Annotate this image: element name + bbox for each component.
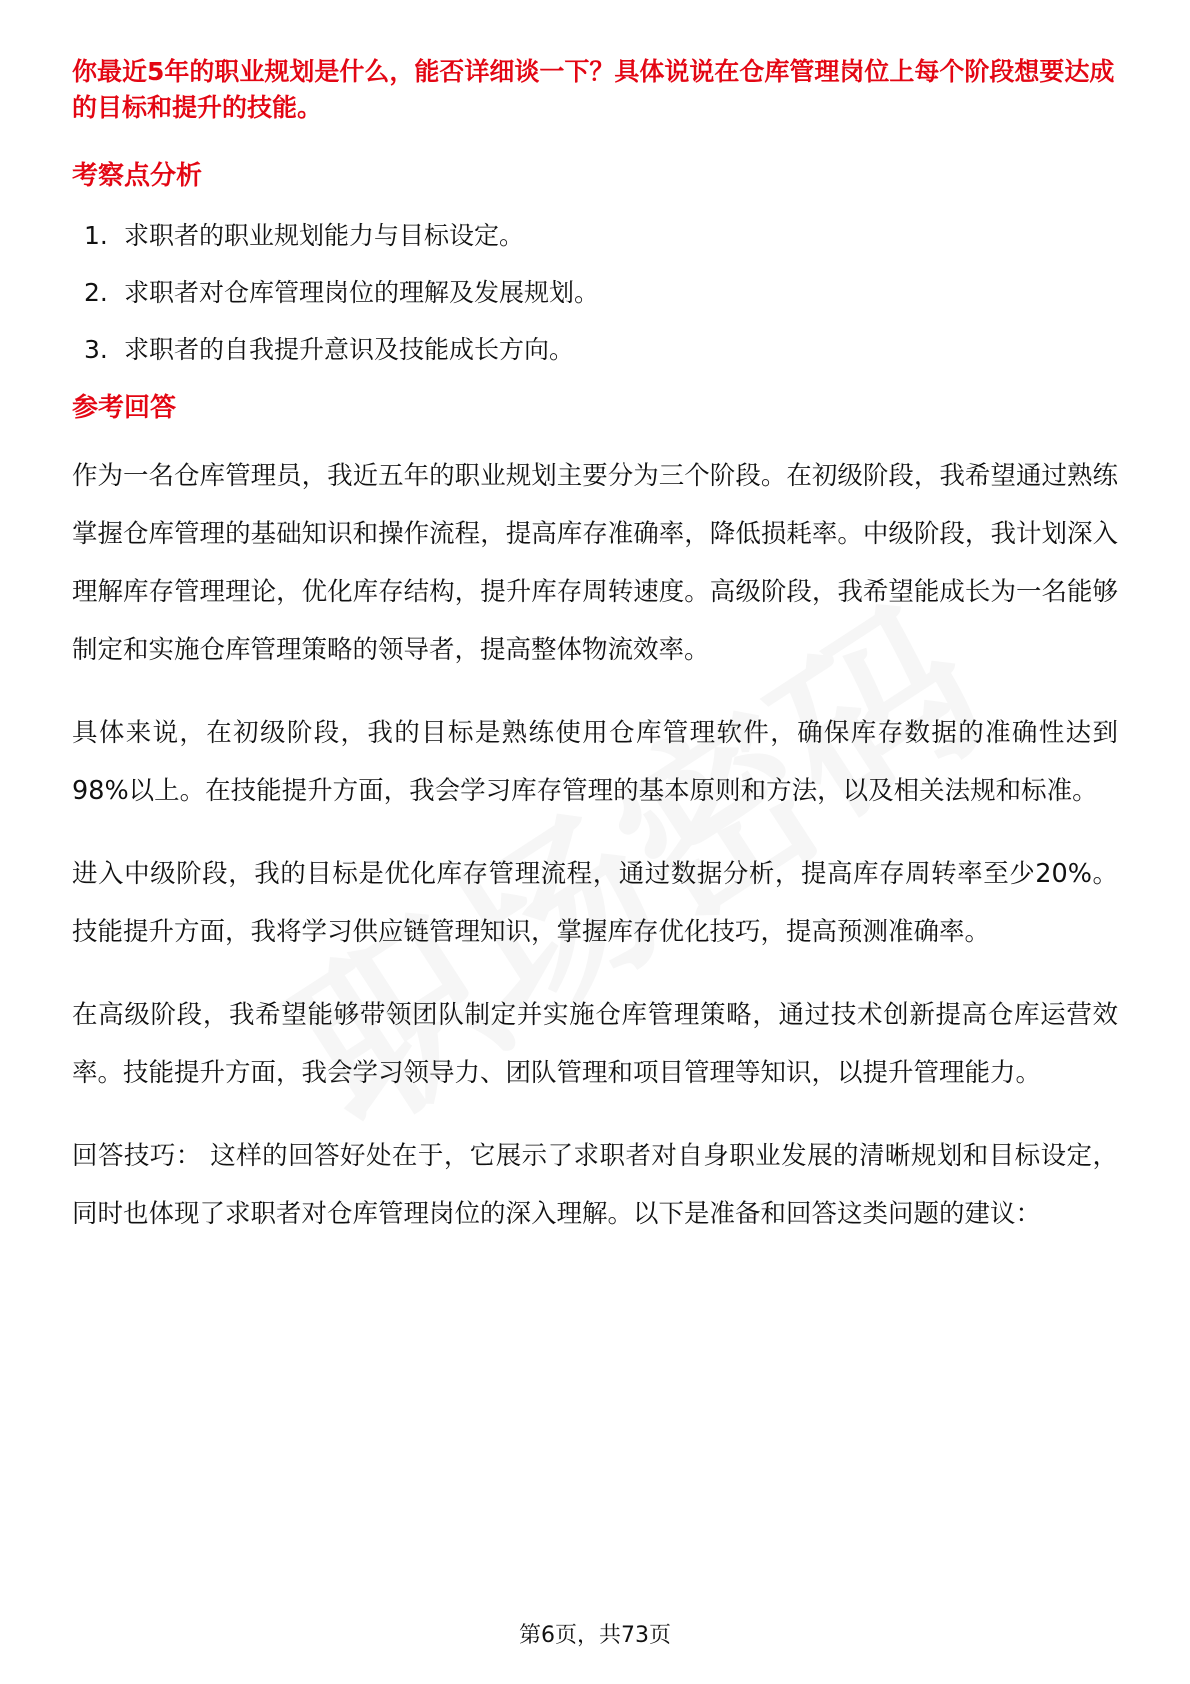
question-heading: 你最近5年的职业规划是什么，能否详细谈一下？具体说说在仓库管理岗位上每个阶段想要达成的目标和提升的技能。 bbox=[72, 57, 1115, 122]
list-item-text: 求职者的职业规划能力与目标设定。 bbox=[124, 221, 525, 250]
list-item-text: 求职者的自我提升意识及技能成长方向。 bbox=[124, 335, 575, 364]
page-number-footer: 第6页，共73页 bbox=[519, 1623, 671, 1648]
list-item bbox=[84, 332, 1118, 368]
answer-paragraph: 在高级阶段，我希望能够带领团队制定并实施仓库管理策略，通过技术创新提高仓库运营效率。技能提升方面，我会学习领导力、团队管理和项目管理等知识，以提升管理能力。 bbox=[72, 1000, 1118, 1088]
list-item-text: 求职者对仓库管理岗位的理解及发展规划。 bbox=[124, 278, 600, 307]
answer-title: 参考回答 bbox=[72, 393, 177, 423]
analysis-title: 考察点分析 bbox=[72, 161, 203, 191]
list-item bbox=[84, 275, 1118, 311]
answer-paragraph: 具体来说，在初级阶段，我的目标是熟练使用仓库管理软件，确保库存数据的准确性达到98%以上。在技能提升方面，我会学习库存管理的基本原则和方法，以及相关法规和标准。 bbox=[72, 718, 1118, 806]
list-item-number: 3. bbox=[84, 335, 108, 364]
list-item bbox=[84, 218, 1118, 254]
list-item-number: 2. bbox=[84, 278, 108, 307]
list-item-number: 1. bbox=[84, 221, 108, 250]
answer-tips-paragraph: 回答技巧： 这样的回答好处在于，它展示了求职者对自身职业发展的清晰规划和目标设定，同时也体现了求职者对仓库管理岗位的深入理解。以下是准备和回答这类问题的建议： bbox=[72, 1141, 1118, 1229]
analysis-points-list bbox=[72, 218, 1118, 368]
document-page bbox=[72, 54, 1118, 1243]
answer-paragraph: 进入中级阶段，我的目标是优化库存管理流程，通过数据分析，提高库存周转率至少20%。技能提升方面，我将学习供应链管理知识，掌握库存优化技巧，提高预测准确率。 bbox=[72, 859, 1118, 947]
answer-paragraph: 作为一名仓库管理员，我近五年的职业规划主要分为三个阶段。在初级阶段，我希望通过熟练掌握仓库管理的基础知识和操作流程，提高库存准确率，降低损耗率。中级阶段，我计划深入理解库存管理理论，优化库存结构，提升库存周转速度。高级阶段，我希望能成长为一名能够制定和实施仓库管理策略的领导者，提高整体物流效率。 bbox=[72, 461, 1118, 665]
